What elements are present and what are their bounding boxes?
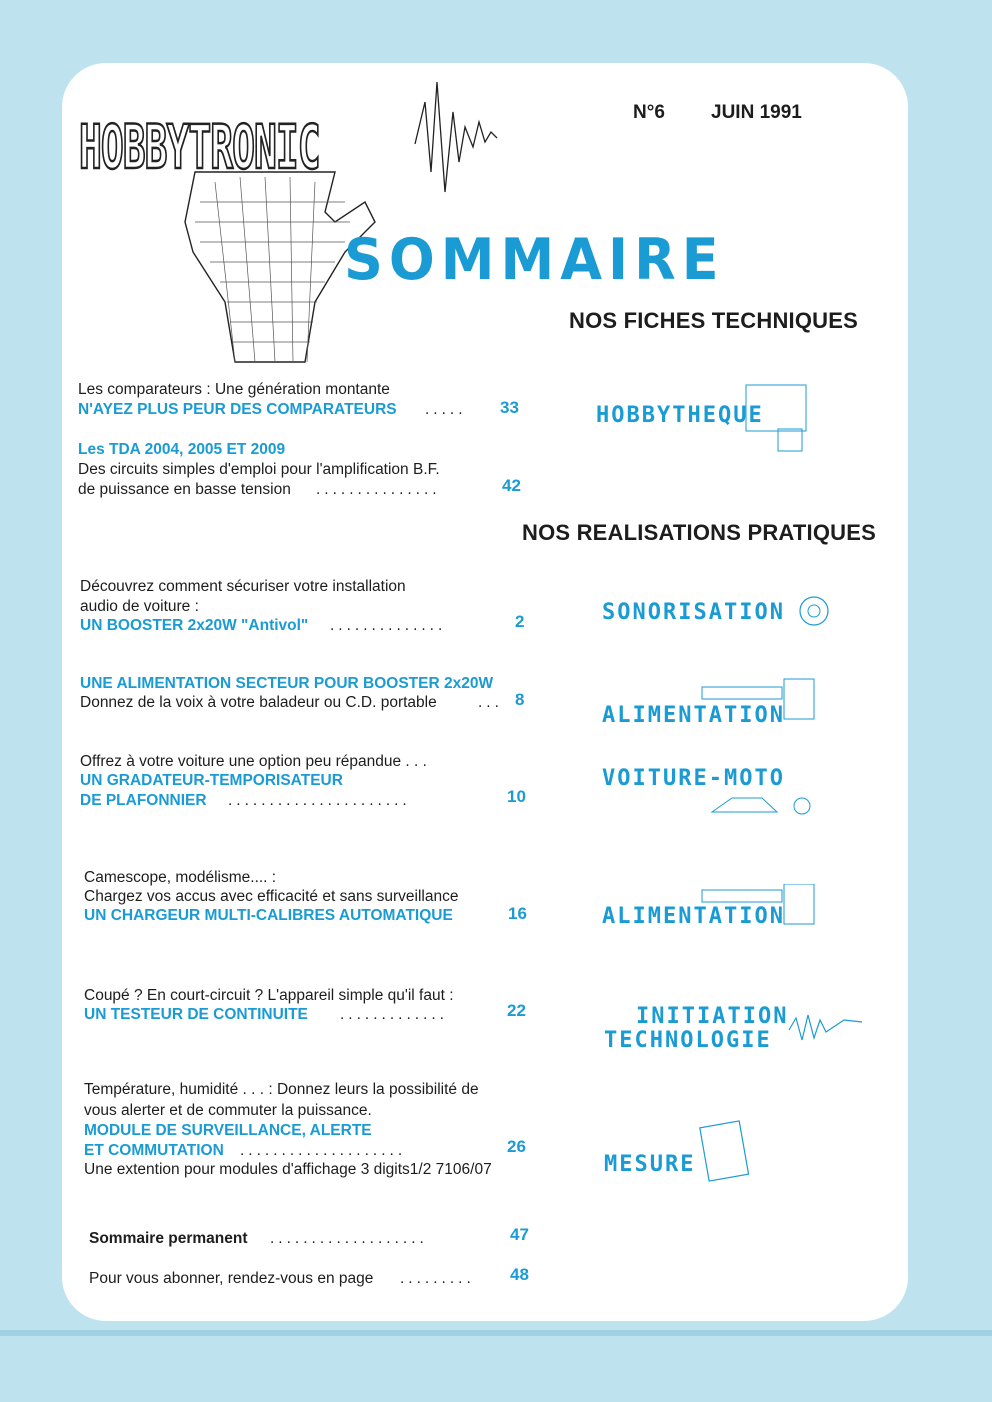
entry-module-dots: .................... [240,1142,407,1159]
entry-alimentation-dots: ... [478,694,503,711]
entry-booster-intro-2: audio de voiture : [80,598,199,615]
entry-testeur-intro: Coupé ? En court-circuit ? L'appareil simple qu'il faut : [84,987,454,1004]
entry-comparateurs-page: 33 [500,398,519,417]
entry-booster-dots: .............. [330,617,447,634]
entry-abonner-dots: ......... [400,1270,475,1287]
entry-abonner: Pour vous abonner, rendez-vous en page [89,1270,374,1287]
entry-testeur-dots: ............. [340,1006,448,1023]
entry-tda-desc-2: de puissance en basse tension [78,481,291,498]
initiation-technologie-icon [604,1000,866,1056]
entry-module-title: MODULE DE SURVEILLANCE, ALERTE [84,1122,372,1139]
alimentation-label-2: ALIMENTATION [602,904,785,929]
entry-module-note: Une extention pour modules d'affichage 3 digits1/2 7106/07 [84,1161,492,1178]
entry-tda-page: 42 [502,476,521,495]
voiture-moto-icon [602,762,822,834]
initiation-label: INITIATION [636,1004,789,1029]
alimentation-label-1: ALIMENTATION [602,703,785,728]
entry-gradateur-page: 10 [507,787,526,806]
entry-chargeur-page: 16 [508,904,527,923]
entry-alimentation-title: UNE ALIMENTATION SECTEUR POUR BOOSTER 2x20W [80,675,494,692]
hobbytheque-icon [596,383,816,453]
entry-sommaire-permanent: Sommaire permanent [89,1230,248,1247]
entry-tda-desc: Des circuits simples d'emploi pour l'amplification B.F. [78,461,440,478]
entry-alimentation-desc: Donnez de la voix à votre baladeur ou C.D. portable [80,694,437,711]
entry-module-intro: Température, humidité . . . : Donnez leurs la possibilité de [84,1081,479,1098]
entry-testeur-title: UN TESTEUR DE CONTINUITE [84,1006,308,1023]
entry-comparateurs-title: N'AYEZ PLUS PEUR DES COMPARATEURS [78,401,397,418]
entry-comparateurs-dots: ..... [425,401,467,418]
issue-date: JUIN 1991 [711,102,802,123]
entry-abonner-page: 48 [510,1265,529,1284]
entry-booster-intro: Découvrez comment sécuriser votre installation [80,578,406,595]
entry-sommaire-permanent-page: 47 [510,1225,529,1244]
entry-gradateur-intro: Offrez à votre voiture une option peu répandue . . . [80,753,427,770]
hobbytheque-label: HOBBYTHEQUE [596,403,764,428]
entry-chargeur-intro: Camescope, modélisme.... : [84,869,277,886]
entry-gradateur-dots: ...................... [228,792,411,809]
alimentation-icon [602,675,834,737]
sonorisation-icon [602,578,832,638]
sonorisation-label: SONORISATION [602,600,785,625]
bottom-band [0,1330,992,1336]
entry-sommaire-permanent-dots: ................... [270,1230,428,1247]
hobbytronic-logo [75,72,505,372]
logo-wordmark: HOBBYTRONIC [79,112,320,183]
voiture-moto-label: VOITURE-MOTO [602,766,785,791]
technologie-label: TECHNOLOGIE [604,1028,772,1053]
entry-booster-page: 2 [515,612,525,631]
entry-module-intro-2: vous alerter et de commuter la puissance. [84,1102,372,1119]
mesure-label: MESURE [604,1152,696,1177]
entry-comparateurs-intro: Les comparateurs : Une génération montante [78,381,390,398]
page-title: SOMMAIRE [344,226,725,293]
entry-tda-title: Les TDA 2004, 2005 ET 2009 [78,441,286,458]
entry-booster-title: UN BOOSTER 2x20W "Antivol" [80,617,309,634]
section-fiches-techniques: NOS FICHES TECHNIQUES [569,308,859,333]
issue-number: N°6 [633,102,665,123]
entry-testeur-page: 22 [507,1001,526,1020]
entry-module-page: 26 [507,1137,526,1156]
entry-chargeur-desc: Chargez vos accus avec efficacité et sans surveillance [84,888,459,905]
mesure-icon [604,1120,754,1182]
alimentation-icon-2 [602,884,834,946]
entry-module-title-2: ET COMMUTATION [84,1142,224,1159]
entry-chargeur-title: UN CHARGEUR MULTI-CALIBRES AUTOMATIQUE [84,907,453,924]
section-realisations-pratiques: NOS REALISATIONS PRATIQUES [522,520,876,545]
entry-alimentation-page: 8 [515,690,525,709]
entry-gradateur-title: UN GRADATEUR-TEMPORISATEUR [80,772,343,789]
entry-gradateur-title-2: DE PLAFONNIER [80,792,207,809]
entry-tda-dots: ............... [316,481,441,498]
